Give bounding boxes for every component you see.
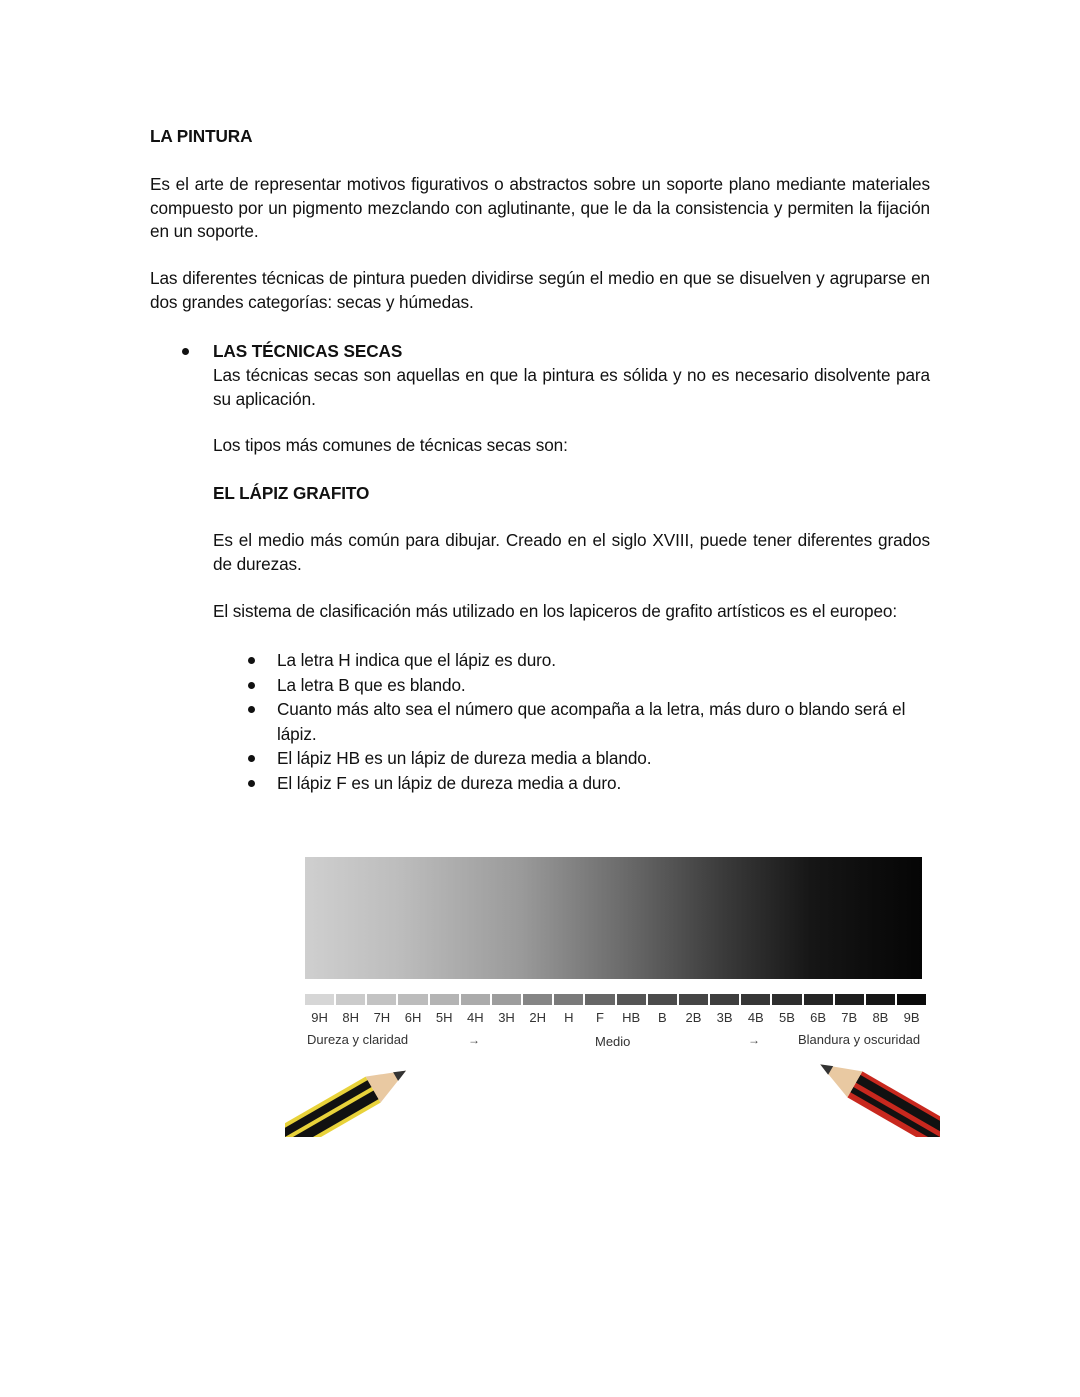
grade-swatch	[835, 994, 864, 1005]
grade-label: 6H	[404, 1010, 422, 1025]
graphite-pencil-description: Es el medio más común para dibujar. Creado en el siglo XVIII, puede tener diferentes grados de durezas.	[213, 530, 930, 574]
grade-label: B	[657, 1010, 667, 1025]
grade-label: 6B	[810, 1010, 827, 1025]
grade-swatch	[772, 994, 801, 1005]
grade-label: 5H	[435, 1010, 453, 1025]
grade-swatch	[617, 994, 646, 1005]
grade-swatch	[336, 994, 365, 1005]
grade-swatch	[866, 994, 895, 1005]
bullet-icon	[248, 780, 255, 787]
classification-intro: El sistema de clasificación más utilizado en los lapiceros de grafito artísticos es el europeo:	[213, 601, 898, 621]
arrow-right-icon: →	[748, 1033, 760, 1047]
techniques-paragraph: Las diferentes técnicas de pintura pueden dividirse según el medio en que se disuelven y agruparse en dos grandes categorías: secas y húmedas.	[150, 268, 930, 312]
caption-medium: Medio	[595, 1034, 631, 1049]
bullet-icon	[248, 706, 255, 713]
grade-swatch	[523, 994, 552, 1005]
grade-swatch	[897, 994, 926, 1005]
classification-rules-list	[277, 648, 937, 795]
grade-label: 2B	[685, 1010, 702, 1025]
list-item: El lápiz F es un lápiz de dureza media a duro.	[277, 771, 937, 796]
grade-swatch	[461, 994, 490, 1005]
grade-label: 3H	[498, 1010, 515, 1025]
grade-label: 7H	[373, 1010, 391, 1025]
grade-label: 9B	[903, 1010, 920, 1025]
grade-swatch	[398, 994, 427, 1005]
grade-label: 5B	[778, 1010, 795, 1025]
bullet-icon	[182, 348, 189, 355]
dry-techniques-heading: LAS TÉCNICAS SECAS	[213, 341, 403, 361]
list-item: Cuanto más alto sea el número que acompaña a la letra, más duro o blando será el lápiz.	[277, 697, 937, 746]
grade-swatch	[367, 994, 396, 1005]
grade-labels	[305, 1010, 926, 1025]
bullet-icon	[248, 682, 255, 689]
grade-label: 4B	[747, 1010, 764, 1025]
caption-hardness: Dureza y claridad	[307, 1032, 409, 1047]
list-item: La letra B que es blando.	[277, 673, 937, 698]
red-pencil-icon	[800, 1053, 940, 1137]
caption-softness: Blandura y oscuridad	[798, 1032, 921, 1047]
graphite-gradient-bar	[305, 857, 922, 979]
bullet-icon	[248, 755, 255, 762]
arrow-right-icon: →	[468, 1033, 480, 1047]
grade-label: 2H	[529, 1010, 546, 1025]
grade-label: 4H	[467, 1010, 484, 1025]
grade-label: 3B	[716, 1010, 733, 1025]
grade-label: H	[564, 1010, 574, 1025]
yellow-pencil-icon	[285, 1053, 415, 1137]
list-item: La letra H indica que el lápiz es duro.	[277, 648, 937, 673]
common-types-intro: Los tipos más comunes de técnicas secas son:	[213, 435, 568, 455]
grade-swatch	[430, 994, 459, 1005]
grade-label: 8H	[342, 1010, 360, 1025]
grade-label: F	[596, 1010, 604, 1025]
grade-swatches	[305, 994, 926, 1005]
graphite-pencil-heading: EL LÁPIZ GRAFITO	[213, 483, 370, 503]
grade-swatch	[679, 994, 708, 1005]
grade-label: 7B	[841, 1010, 858, 1025]
grade-swatch	[492, 994, 521, 1005]
grade-label: 8B	[872, 1010, 889, 1025]
grade-swatch	[648, 994, 677, 1005]
grade-swatch	[741, 994, 770, 1005]
bullet-icon	[248, 657, 255, 664]
grade-swatch	[804, 994, 833, 1005]
grade-swatch	[585, 994, 614, 1005]
dry-techniques-description: Las técnicas secas son aquellas en que la pintura es sólida y no es necesario disolvente para su aplicación.	[213, 365, 930, 409]
page-title: LA PINTURA	[150, 126, 253, 146]
grade-label: HB	[622, 1010, 641, 1025]
graphite-scale-figure	[285, 855, 940, 1137]
grade-label: 9H	[311, 1010, 328, 1025]
grade-swatch	[710, 994, 739, 1005]
list-item: El lápiz HB es un lápiz de dureza media a blando.	[277, 746, 937, 771]
grade-swatch	[554, 994, 583, 1005]
grade-swatch	[305, 994, 334, 1005]
intro-paragraph: Es el arte de representar motivos figurativos o abstractos sobre un soporte plano mediante materiales compuesto por un pigmento mezclando con aglutinante, que le da la consistencia y permiten la fijación en un soporte.	[150, 174, 930, 241]
